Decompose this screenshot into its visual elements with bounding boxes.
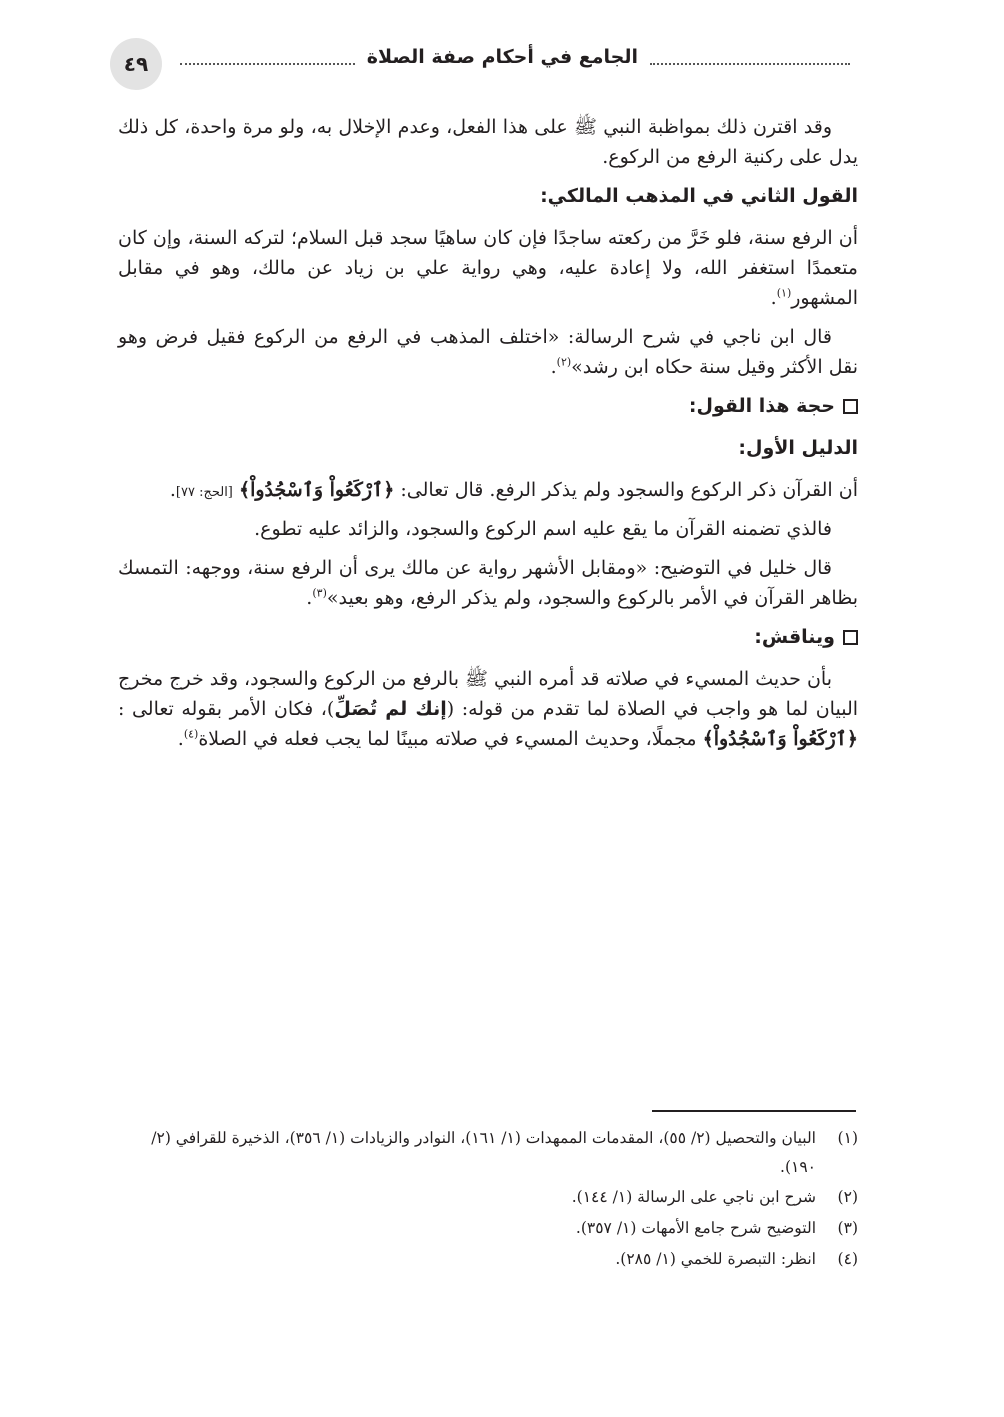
heading-discussion-text: ويناقش: bbox=[754, 626, 835, 649]
quran-verse-2: ﴿ٱرْكَعُواْ وَٱسْجُدُواْ﴾ bbox=[702, 728, 858, 751]
paragraph-7 bbox=[118, 664, 858, 754]
paragraph-2 bbox=[118, 223, 858, 313]
footnote-number: (١) bbox=[837, 1129, 858, 1147]
footnote-ref-4[interactable]: (٤) bbox=[183, 727, 199, 741]
paragraph-5-text: فالذي تضمنه القرآن ما يقع عليه اسم الركوع والسجود، والزائد عليه تطوع. bbox=[254, 518, 832, 541]
paragraph-5 bbox=[118, 514, 858, 544]
footnote-text: شرح ابن ناجي على الرسالة (١/ ١٤٤). bbox=[571, 1188, 816, 1207]
hadith-quote: إنك لم تُصَلِّ bbox=[334, 698, 447, 721]
footnote-item bbox=[118, 1124, 858, 1181]
header-dotted-leader-left bbox=[180, 49, 355, 65]
paragraph-1-text: وقد اقترن ذلك بمواظبة النبي ﷺ على هذا الفعل، وعدم الإخلال به، ولو مرة واحدة، كل ذلك يدل على ركنية الرفع من الركوع. bbox=[118, 116, 858, 169]
checkbox-square-icon bbox=[843, 630, 858, 645]
heading-proof-text: حجة هذا القول: bbox=[688, 395, 835, 418]
running-title bbox=[180, 46, 850, 68]
paragraph-6-end: . bbox=[306, 587, 313, 610]
paragraph-4 bbox=[118, 475, 858, 505]
footnote-ref-3[interactable]: (٣) bbox=[312, 586, 327, 600]
footnote-text: البيان والتحصيل (٢/ ٥٥)، المقدمات الممهدات (١/ ١٦١)، النوادر والزيادات (١/ ٣٥٦)، الذخيرة للقرافي (٢/ ١٩٠). bbox=[151, 1129, 816, 1176]
footnote-item bbox=[118, 1245, 858, 1274]
footnote-item bbox=[118, 1214, 858, 1243]
paragraph-7-text-b: )، فكان الأمر بقوله تعالى : bbox=[118, 698, 335, 721]
paragraph-3 bbox=[118, 322, 858, 382]
paragraph-3-text: قال ابن ناجي في شرح الرسالة: «اختلف المذهب في الرفع من الركوع فقيل فرض وهو نقل الأكثر وقيل سنة حكاه ابن رشد» bbox=[118, 326, 858, 379]
paragraph-7-text-a: بأن حديث المسيء في صلاته قد أمره النبي ﷺ بالرفع من الركوع والسجود، وقد خرج مخرج البيان لما هو واجب في الصلاة لما تقدم من قوله: ( bbox=[118, 668, 859, 721]
page-number-badge bbox=[110, 38, 162, 90]
page-number: ٤٩ bbox=[123, 52, 149, 76]
paragraph-2-end: . bbox=[770, 287, 777, 310]
checkbox-square-icon bbox=[843, 399, 858, 414]
heading-proof bbox=[118, 391, 858, 421]
book-title: الجامع في أحكام صفة الصلاة bbox=[366, 46, 638, 68]
footnote-item bbox=[118, 1183, 858, 1212]
quran-verse-1: ﴿ٱرْكَعُواْ وَٱسْجُدُواْ﴾ bbox=[238, 479, 395, 502]
footnotes bbox=[118, 1124, 858, 1275]
paragraph-2-text: أن الرفع سنة، فلو خَرَّ من ركعته ساجدًا فإن كان ساهيًا سجد قبل السلام؛ لتركه السنة، وإن كان متعمدًا استغفر الله، ولا إعادة عليه، وهي رواية علي بن زياد عن مالك، وهو في مقابل المشهور bbox=[118, 227, 858, 310]
footnote-text: التوضيح شرح جامع الأمهات (١/ ٣٥٧). bbox=[575, 1219, 816, 1238]
paragraph-4-text: أن القرآن ذكر الركوع والسجود ولم يذكر الرفع. قال تعالى: bbox=[394, 479, 858, 502]
paragraph-1 bbox=[118, 112, 858, 172]
footnote-ref-2[interactable]: (٢) bbox=[556, 355, 572, 369]
footnote-separator bbox=[652, 1110, 856, 1112]
main-text bbox=[118, 112, 858, 763]
heading-discussion bbox=[118, 622, 858, 652]
paragraph-7-text-c: مجملًا، وحديث المسيء في صلاته مبينًا لما يجب فعله في الصلاة bbox=[198, 728, 703, 751]
header-dotted-leader-right bbox=[650, 49, 850, 65]
footnote-number: (٢) bbox=[837, 1188, 858, 1207]
footnote-number: (٣) bbox=[837, 1219, 858, 1238]
paragraph-3-end: . bbox=[550, 356, 557, 379]
paragraph-7-end: . bbox=[177, 728, 184, 751]
paragraph-6-text: قال خليل في التوضيح: «ومقابل الأشهر رواية عن مالك يرى أن الرفع سنة، ووجهه: التمسك بظاهر القرآن في الأمر بالركوع والسجود، ولم يذكر الرفع، وهو بعيد» bbox=[118, 557, 858, 610]
heading-second-opinion: القول الثاني في المذهب المالكي: bbox=[540, 185, 858, 208]
paragraph-6 bbox=[118, 553, 858, 613]
paragraph-4-end: . bbox=[169, 479, 176, 502]
verse-reference: [الحج: ٧٧] bbox=[175, 485, 233, 501]
footnote-number: (٤) bbox=[837, 1249, 858, 1268]
footnote-ref-1[interactable]: (١) bbox=[776, 286, 792, 300]
heading-first-evidence: الدليل الأول: bbox=[738, 437, 858, 460]
footnote-text: انظر: التبصرة للخمي (١/ ٢٨٥). bbox=[615, 1249, 816, 1268]
page-header bbox=[110, 38, 850, 98]
